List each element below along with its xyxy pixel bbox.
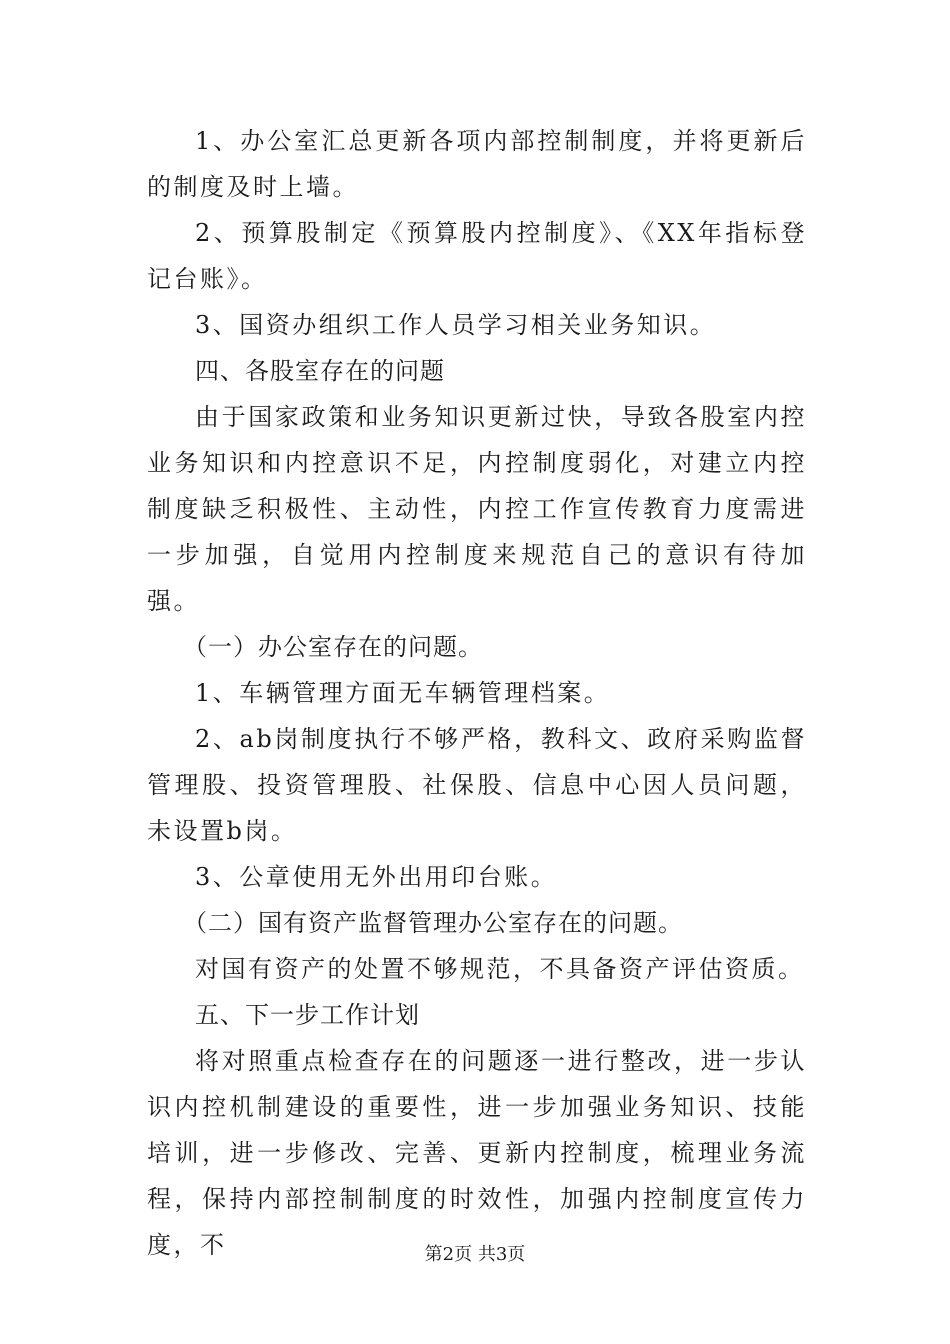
page-footer bbox=[0, 1240, 950, 1266]
paragraph-2: 2、预算股制定《预算股内控制度》、《XX年指标登记台账》。 bbox=[147, 219, 807, 293]
paragraph-1: 1、办公室汇总更新各项内部控制制度，并将更新后的制度及时上墙。 bbox=[147, 127, 807, 201]
document-body bbox=[147, 118, 807, 1268]
paragraph-7: 1、车辆管理方面无车辆管理档案。 bbox=[195, 679, 611, 707]
section-heading-4: 四、各股室存在的问题 bbox=[195, 357, 445, 385]
paragraph-11: 对国有资产的处置不够规范，不具备资产评估资质。 bbox=[195, 955, 805, 983]
paragraph-5: 由于国家政策和业务知识更新过快，导致各股室内控业务知识和内控意识不足，内控制度弱化，对建立内控制度缺乏积极性、主动性，内控工作宣传教育力度需进一步加强，自觉用内控制度来规范自己的意识有待加强。 bbox=[147, 403, 807, 615]
subsection-heading-1: （一）办公室存在的问题。 bbox=[183, 633, 483, 661]
page-number: 第2页 共3页 bbox=[424, 1244, 526, 1265]
subsection-heading-2: （二）国有资产监督管理办公室存在的问题。 bbox=[183, 909, 683, 937]
paragraph-9: 3、公章使用无外出用印台账。 bbox=[195, 863, 558, 891]
section-heading-5: 五、下一步工作计划 bbox=[195, 1001, 420, 1029]
paragraph-3: 3、国资办组织工作人员学习相关业务知识。 bbox=[195, 311, 717, 339]
paragraph-8: 2、ab岗制度执行不够严格，教科文、政府采购监督管理股、投资管理股、社保股、信息中心因人员问题，未设置b岗。 bbox=[147, 725, 807, 845]
paragraph-13: 将对照重点检查存在的问题逐一进行整改，进一步认识内控机制建设的重要性，进一步加强业务知识、技能培训，进一步修改、完善、更新内控制度，梳理业务流程，保持内部控制制度的时效性，加强内控制度宣传力度，不 bbox=[147, 1047, 807, 1259]
